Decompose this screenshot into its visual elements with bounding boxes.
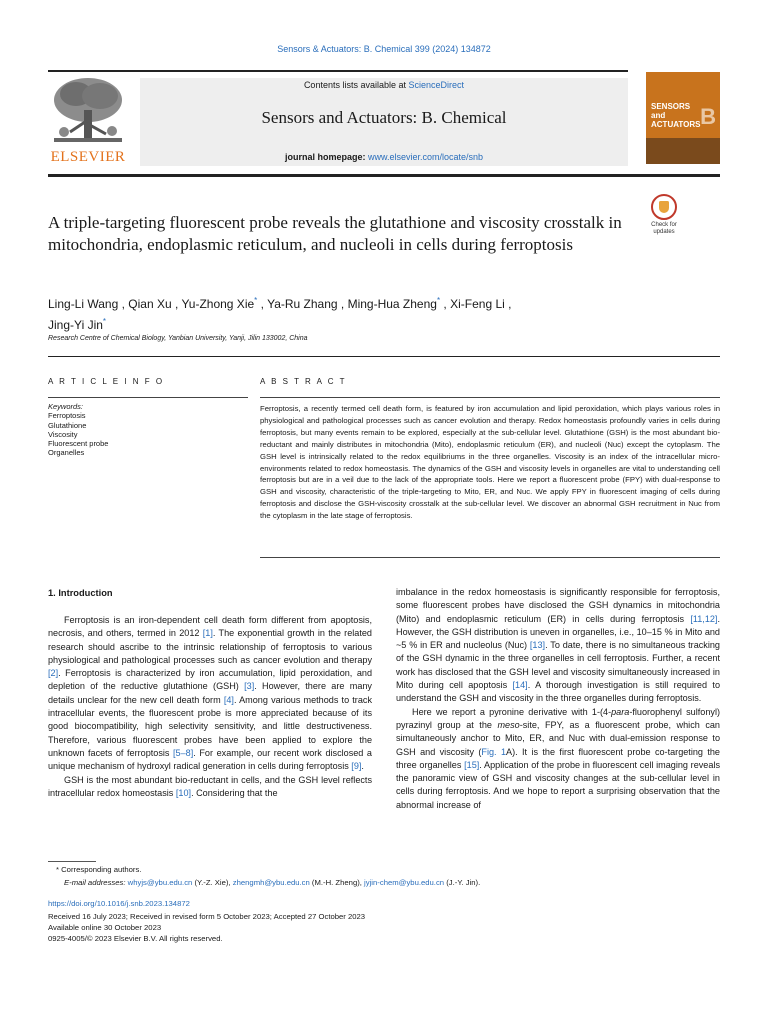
citation-link[interactable]: [15] xyxy=(464,759,480,770)
keyword-item: Glutathione xyxy=(48,420,87,430)
author-separator: , xyxy=(171,297,182,311)
italic-term: meso xyxy=(497,719,520,730)
cover-letter: B xyxy=(700,104,716,129)
affiliation: Research Centre of Chemical Biology, Yanbian University, Yanji, Jilin 133002, China xyxy=(48,335,308,342)
corresponding-author-mark[interactable]: * xyxy=(436,296,441,305)
author-separator: , xyxy=(118,297,129,311)
citation-link[interactable]: [9] xyxy=(351,761,362,772)
paragraph-text: GSH is the most abundant bio-reductant in cells, and the GSH level reflects intracellular redox homeostasis xyxy=(48,774,372,798)
author-name[interactable]: Yu-Zhong Xie xyxy=(181,297,255,311)
author-separator: , xyxy=(440,297,451,311)
author-list xyxy=(48,292,608,334)
footnote-rule xyxy=(48,861,96,862)
author-name[interactable]: Jing-Yi Jin xyxy=(48,318,103,332)
paragraph-text: . For example, our recent work disclosed a unique mechanism of hydroxyl radical generation in cells during ferroptosis xyxy=(48,747,372,772)
journal-title: Sensors and Actuators: B. Chemical xyxy=(261,108,507,127)
article-title: A triple-targeting fluorescent probe reveals the glutathione and viscosity crosstalk in mitochondria, endoplasmic reticulum, and nucleoli in cells during ferroptosis xyxy=(48,213,622,254)
abstract-rule xyxy=(260,397,720,398)
email-link[interactable]: whyjs@ybu.edu.cn xyxy=(127,878,193,887)
paragraph-text: . However, the GSH distribution is uneven in organelles, i.e., 10–15 % in Mito and ~5 % in ER and nucleolus (Nuc) xyxy=(396,613,720,651)
abstract-bottom-rule xyxy=(260,557,720,558)
author-name[interactable]: Qian Xu xyxy=(128,297,172,311)
keywords-list xyxy=(48,411,248,457)
citation-link[interactable]: [2] xyxy=(48,668,59,679)
email-owner: (M.-H. Zheng), xyxy=(309,878,365,887)
header-rule-bottom xyxy=(48,174,720,177)
keyword-item: Organelles xyxy=(48,448,85,458)
body-right-column xyxy=(396,586,720,812)
elsevier-wordmark: ELSEVIER xyxy=(50,149,126,165)
journal-citation[interactable]: Sensors & Actuators: B. Chemical 399 (2024) 134872 xyxy=(277,44,491,54)
copyright: 0925-4005/© 2023 Elsevier B.V. All rights reserved. xyxy=(48,934,223,943)
check-for-updates-badge[interactable] xyxy=(648,194,680,236)
journal-homepage xyxy=(140,152,628,162)
homepage-label: journal homepage: xyxy=(284,152,366,162)
keyword-item: Viscosity xyxy=(48,429,78,439)
email-owner: (J.-Y. Jin). xyxy=(444,878,481,887)
figure-link[interactable]: Fig. 1 xyxy=(481,746,507,757)
email-addresses xyxy=(64,878,480,888)
journal-cover-image[interactable] xyxy=(646,72,720,164)
author-name[interactable]: Ming-Hua Zheng xyxy=(347,297,437,311)
affiliation-rule xyxy=(48,356,720,357)
keywords-label: Keywords: xyxy=(48,402,84,411)
cover-title: SENSORS and ACTUATORS xyxy=(651,102,701,129)
available-online: Available online 30 October 2023 xyxy=(48,923,162,932)
paragraph-text: -fluorophenyl sulfonyl) pyrazinyl group at the xyxy=(396,706,721,730)
author-separator: , xyxy=(337,297,348,311)
author-separator: , xyxy=(504,297,512,311)
citation-link[interactable]: [14] xyxy=(512,680,528,691)
author-separator: , xyxy=(257,297,268,311)
homepage-link[interactable]: www.elsevier.com/locate/snb xyxy=(367,152,484,162)
citation-link[interactable]: [3] xyxy=(244,681,255,692)
body-left-column xyxy=(48,614,372,800)
citation-link[interactable]: [4] xyxy=(223,694,234,705)
abstract-heading: A B S T R A C T xyxy=(260,377,347,386)
citation-link[interactable]: [1] xyxy=(202,628,213,639)
check-updates-icon xyxy=(651,194,677,220)
email-label: E-mail addresses: xyxy=(64,878,128,887)
body-paragraph xyxy=(48,774,372,801)
keywords-block xyxy=(48,402,248,458)
sciencedirect-link[interactable]: ScienceDirect xyxy=(408,80,465,90)
paragraph-text: Ferroptosis is an iron-dependent cell death form different from apoptosis, necrosis, and others, termed in 2012 xyxy=(48,615,372,639)
header-rule-top xyxy=(48,70,628,72)
paragraph-text: . However, there are many details unclear for the new cell death form xyxy=(48,681,372,705)
italic-term: para xyxy=(611,706,630,717)
citation-link[interactable]: [11,12] xyxy=(690,613,718,624)
paragraph-text: . To date, there is no simultaneous tracking of the GSH dynamic in the three organelles in cell ferroptosis. Further, a recent work has disclosed that the GSH level and viscosity simultaneously increased in Mito during cell apoptosis xyxy=(396,640,720,691)
abstract-text: Ferroptosis, a recently termed cell death form, is featured by iron accumulation and lipid peroxidation, which plays various roles in physiological and pathological processes such as cancer evolution and therapy. Redox homeostasis profoundly varies in cells during ferroptosis, but many events remain to be explored, especially at the sub-cellular level. Glutathione (GSH) is the most abundant bio-reductant and mainly distributes in mitochondria (Mito), endoplasmic reticulum (ER), and nucleoli (Nuc) except the cytoplasm. The GSH level is intrinsically related to the redox equilibriums in the three organelles. Viscosity is an index of the intracellular micro-environments related to redox homeostasis. The dynamics of the GSH and viscosity levels in organelles are vital to understanding cell ferroptosis but are in a veil due to the lack of the appropriate tools. Here we report a fluorescent probe (FPY) with dual-response to GSH and viscosity, characteristic of the triple-targeting to Mito, ER, and Nuc. We apply FPY in fluorescent imaging of cells during ferroptosis and disclose the GSH-viscosity crosstalk at the sub-cellular level. We discover an abnormal GSH recruitment in Nuc from the cytoplasm in the late stage of ferroptosis. xyxy=(260,404,720,521)
corresponding-author-mark[interactable]: * xyxy=(254,296,258,305)
paragraph-text: -site, FPY, as a fluorescent probe, which can simultaneously anchor to Mito, ER, and Nuc with dual-emission response to GSH and viscosity ( xyxy=(396,719,720,757)
doi-link[interactable]: https://doi.org/10.1016/j.snb.2023.134872 xyxy=(48,899,190,908)
body-paragraph xyxy=(396,586,720,706)
contents-line xyxy=(140,80,628,90)
received-dates: Received 16 July 2023; Received in revised form 5 October 2023; Accepted 27 October 2023 xyxy=(48,912,366,921)
check-updates-label: Check for updates xyxy=(651,222,677,235)
elsevier-logo[interactable] xyxy=(48,74,128,168)
paragraph-text: . Application of the probe in fluorescent cell imaging reveals the panoramic view of GSH and viscosity changes at the sub-cellular level in cells during ferroptosis. And we hope to report a surprising observation that the abnormal increase of xyxy=(396,759,720,810)
article-info-heading: A R T I C L E I N F O xyxy=(48,377,165,386)
paragraph-text: . A thorough investigation is still required to understand the GSH and viscosity in the three organelles during ferroptosis. xyxy=(396,680,720,704)
author-name[interactable]: Ling-Li Wang xyxy=(48,297,119,311)
paragraph-text: . Ferroptosis is characterized by iron accumulation, lipid peroxidation, and depletion of the reductive glutathione (GSH) xyxy=(48,668,372,692)
email-link[interactable]: zhengmh@ybu.edu.cn xyxy=(232,878,310,887)
paragraph-text: . Considering that the xyxy=(191,787,278,798)
author-name[interactable]: Xi-Feng Li xyxy=(450,297,505,311)
paragraph-text: imbalance in the redox homeostasis is significantly responsible for ferroptosis, some fluorescent probes have disclosed the GSH dynamics in mitochondria (Mito) and endoplasmic reticulum (ER) in cells during ferroptosis xyxy=(396,587,720,624)
paragraph-text: . xyxy=(361,761,364,772)
info-rule xyxy=(48,397,248,398)
paragraph-text: Here we report a pyronine derivative with 1-(4- xyxy=(412,706,612,717)
corresponding-note: * Corresponding authors. xyxy=(56,865,142,874)
cover-band xyxy=(646,138,720,164)
body-paragraph xyxy=(48,614,372,774)
citation-link[interactable]: [13] xyxy=(529,640,546,651)
email-owner: (Y.-Z. Xie), xyxy=(192,878,233,887)
paragraph-text: . Among various methods to track intracellular events, the fluorescent probe is more appreciated because of its good biocompatibility, high selectivity sensitivity, and little destructiveness. Therefore, various fluorescent probes have been applied to explore the unknown facets of ferroptosis xyxy=(48,694,372,758)
contents-text: Contents lists available at xyxy=(303,80,406,90)
keyword-item: Fluorescent probe xyxy=(48,439,109,449)
author-name[interactable]: Ya-Ru Zhang xyxy=(267,297,338,311)
email-link[interactable]: jyjin-chem@ybu.edu.cn xyxy=(364,878,445,887)
body-paragraph xyxy=(396,706,720,812)
citation-link[interactable]: [5–8] xyxy=(173,747,194,758)
paragraph-text: A). It is the first fluorescent probe co-targeting the three organelles xyxy=(396,746,720,770)
citation-link[interactable]: [10] xyxy=(175,787,192,798)
corresponding-author-mark[interactable]: * xyxy=(102,317,107,326)
section-title-introduction: 1. Introduction xyxy=(48,588,113,598)
elsevier-tree-icon xyxy=(48,74,128,148)
paragraph-text: . The exponential growth in the related research should ascribe to the intrinsic relationship of ferroptosis to various physiological and pathological processes such as cancer evolution and therapy xyxy=(48,628,372,665)
keyword-item: Ferroptosis xyxy=(48,411,86,421)
